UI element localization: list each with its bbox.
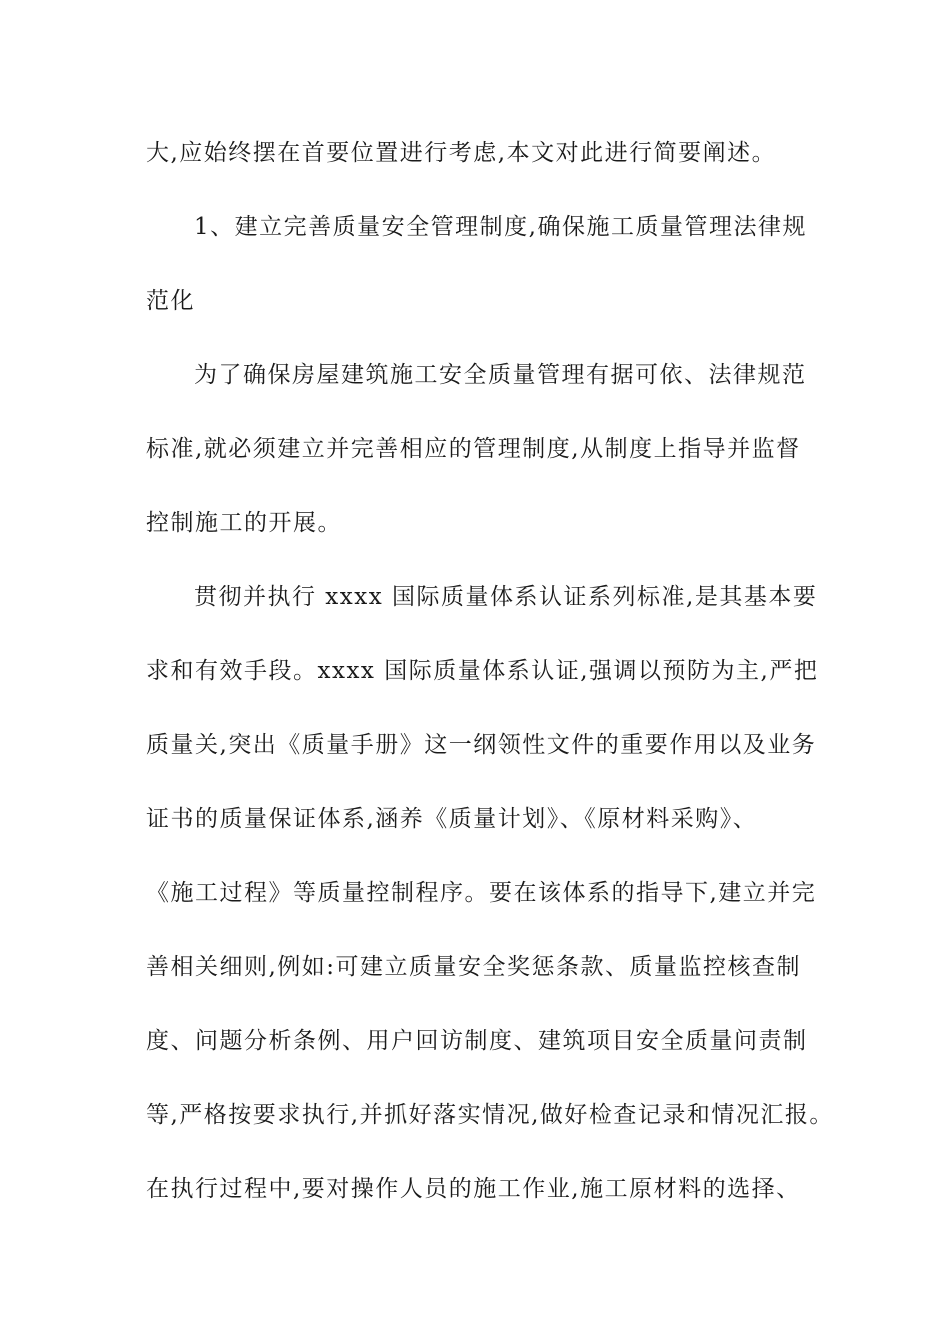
paragraph-line: 求和有效手段。xxxx 国际质量体系认证,强调以预防为主,严把 (146, 658, 819, 684)
paragraph-line: 贯彻并执行 xxxx 国际质量体系认证系列标准,是其基本要 (194, 584, 818, 610)
paragraph-line: 善相关细则,例如:可建立质量安全奖惩条款、质量监控核查制 (146, 954, 802, 980)
paragraph-line: 度、问题分析条例、用户回访制度、建筑项目安全质量问责制 (146, 1028, 808, 1054)
paragraph-line: 质量关,突出《质量手册》这一纲领性文件的重要作用以及业务 (146, 732, 817, 758)
paragraph-line: 证书的质量保证体系,涵养《质量计划》、《原材料采购》、 (146, 806, 758, 832)
section-heading-continued: 范化 (146, 288, 195, 314)
section-heading: 1、建立完善质量安全管理制度,确保施工质量管理法律规 (194, 214, 807, 240)
paragraph-line: 《施工过程》等质量控制程序。要在该体系的指导下,建立并完 (146, 880, 817, 906)
paragraph-line: 为了确保房屋建筑施工安全质量管理有据可依、法律规范 (194, 362, 807, 388)
paragraph-line: 在执行过程中,要对操作人员的施工作业,施工原材料的选择、 (146, 1176, 801, 1202)
text-line: 大,应始终摆在首要位置进行考虑,本文对此进行简要阐述。 (146, 140, 777, 166)
paragraph-line: 控制施工的开展。 (146, 510, 342, 536)
paragraph-line: 等,严格按要求执行,并抓好落实情况,做好检查记录和情况汇报。 (146, 1102, 834, 1128)
paragraph-line: 标准,就必须建立并完善相应的管理制度,从制度上指导并监督 (146, 436, 801, 462)
